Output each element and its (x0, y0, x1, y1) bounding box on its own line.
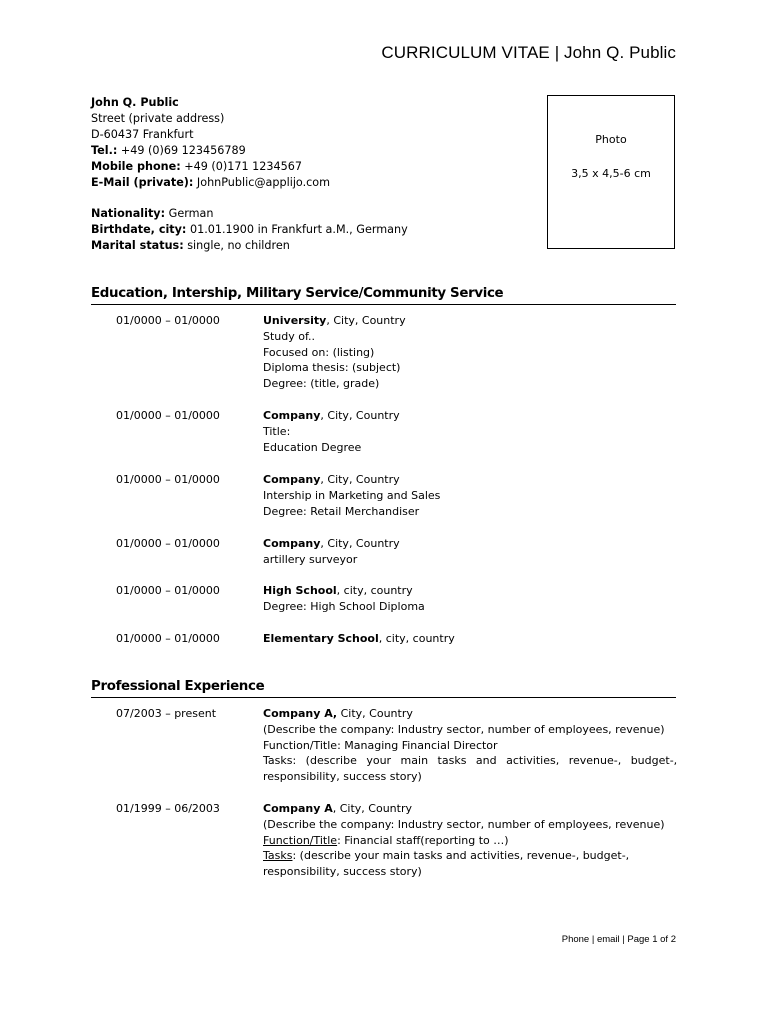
contact-city: D-60437 Frankfurt (91, 128, 194, 141)
contact-street: Street (private address) (91, 112, 225, 125)
tasks-line: responsibility, success story) (263, 770, 422, 784)
page-footer: Phone | email | Page 1 of 2 (561, 934, 676, 945)
contact-birth (91, 222, 511, 238)
entry-line: Degree: (title, grade) (263, 377, 380, 391)
education-section-title: Education, Intership, Military Service/Community Service (91, 285, 676, 305)
tel-label: Tel.: (91, 144, 118, 157)
entry-date: 01/0000 – 01/0000 (116, 584, 220, 597)
entry-description: (Describe the company: Industry sector, number of employees, revenue) (263, 722, 665, 736)
marital-label: Marital status: (91, 239, 184, 252)
entry-date: 01/0000 – 01/0000 (116, 537, 220, 550)
birth-value: 01.01.1900 in Frankfurt a.M., Germany (186, 223, 408, 236)
entry-location: , city, country (378, 632, 455, 645)
nationality-label: Nationality: (91, 207, 166, 220)
entry-location: , City, Country (320, 409, 400, 422)
entry-location: , City, Country (320, 537, 400, 550)
entry-line: artillery surveyor (263, 552, 358, 566)
tasks-line: : (describe your main tasks and activities, revenue-, budget-, (292, 849, 630, 863)
entry-line: Intership in Marketing and Sales (263, 488, 441, 502)
contact-block (91, 95, 511, 254)
contact-email (91, 175, 511, 191)
entry-org: Company (263, 473, 321, 486)
tasks-line: responsibility, success story) (263, 865, 422, 879)
birth-label: Birthdate, city: (91, 223, 187, 236)
email-value: JohnPublic@applijo.com (193, 176, 331, 189)
photo-placeholder (547, 95, 675, 249)
entry-date: 01/0000 – 01/0000 (116, 314, 220, 327)
entry-date: 01/0000 – 01/0000 (116, 409, 220, 422)
entry-date: 07/2003 – present (116, 707, 217, 720)
contact-mobile (91, 159, 511, 175)
mobile-label: Mobile phone: (91, 160, 181, 173)
entry-org: Company A (263, 802, 333, 815)
tasks-label: Tasks: (263, 754, 297, 768)
function-value: : Financial staff(reporting to …) (337, 833, 509, 847)
entry-location: City, Country (337, 707, 413, 720)
entry-line: Title: (263, 424, 291, 438)
entry-org: University (263, 314, 327, 327)
contact-tel (91, 143, 511, 159)
nationality-value: German (165, 207, 214, 220)
entry-line: Degree: High School Diploma (263, 599, 425, 613)
entry-date: 01/1999 – 06/2003 (116, 802, 220, 815)
tasks-label: Tasks (263, 849, 293, 863)
mobile-value: +49 (0)171 1234567 (180, 160, 302, 173)
entry-org: Company (263, 409, 321, 422)
photo-label: Photo (595, 133, 627, 146)
contact-nationality (91, 206, 511, 222)
entry-line: Education Degree (263, 440, 362, 454)
contact-name: John Q. Public (91, 96, 179, 109)
photo-size: 3,5 x 4,5-6 cm (571, 167, 651, 180)
entry-date: 01/0000 – 01/0000 (116, 473, 220, 486)
tel-value: +49 (0)69 123456789 (117, 144, 246, 157)
tasks-line: (describe your main tasks and activities, revenue-, budget-, (296, 754, 678, 768)
entry-date: 01/0000 – 01/0000 (116, 632, 220, 645)
function-value: Managing Financial Director (340, 738, 498, 752)
entry-description: (Describe the company: Industry sector, number of employees, revenue) (263, 817, 665, 831)
entry-org: Elementary School (263, 632, 379, 645)
marital-value: single, no children (183, 239, 290, 252)
entry-line: Degree: Retail Merchandiser (263, 504, 420, 518)
entry-line: Study of.. (263, 329, 316, 343)
entry-location: , City, Country (332, 802, 412, 815)
experience-section-title: Professional Experience (91, 678, 676, 698)
entry-location: , city, country (336, 584, 413, 597)
entry-org: Company A, (263, 707, 338, 720)
function-label: Function/Title: (263, 738, 341, 752)
page-title: CURRICULUM VITAE | John Q. Public (381, 43, 676, 62)
entry-line: Focused on: (listing) (263, 345, 375, 359)
email-label: E-Mail (private): (91, 176, 194, 189)
entry-org: High School (263, 584, 337, 597)
entry-org: Company (263, 537, 321, 550)
entry-location: , City, Country (326, 314, 406, 327)
entry-line: Diploma thesis: (subject) (263, 361, 401, 375)
entry-location: , City, Country (320, 473, 400, 486)
contact-marital (91, 238, 511, 254)
function-label: Function/Title (263, 833, 338, 847)
